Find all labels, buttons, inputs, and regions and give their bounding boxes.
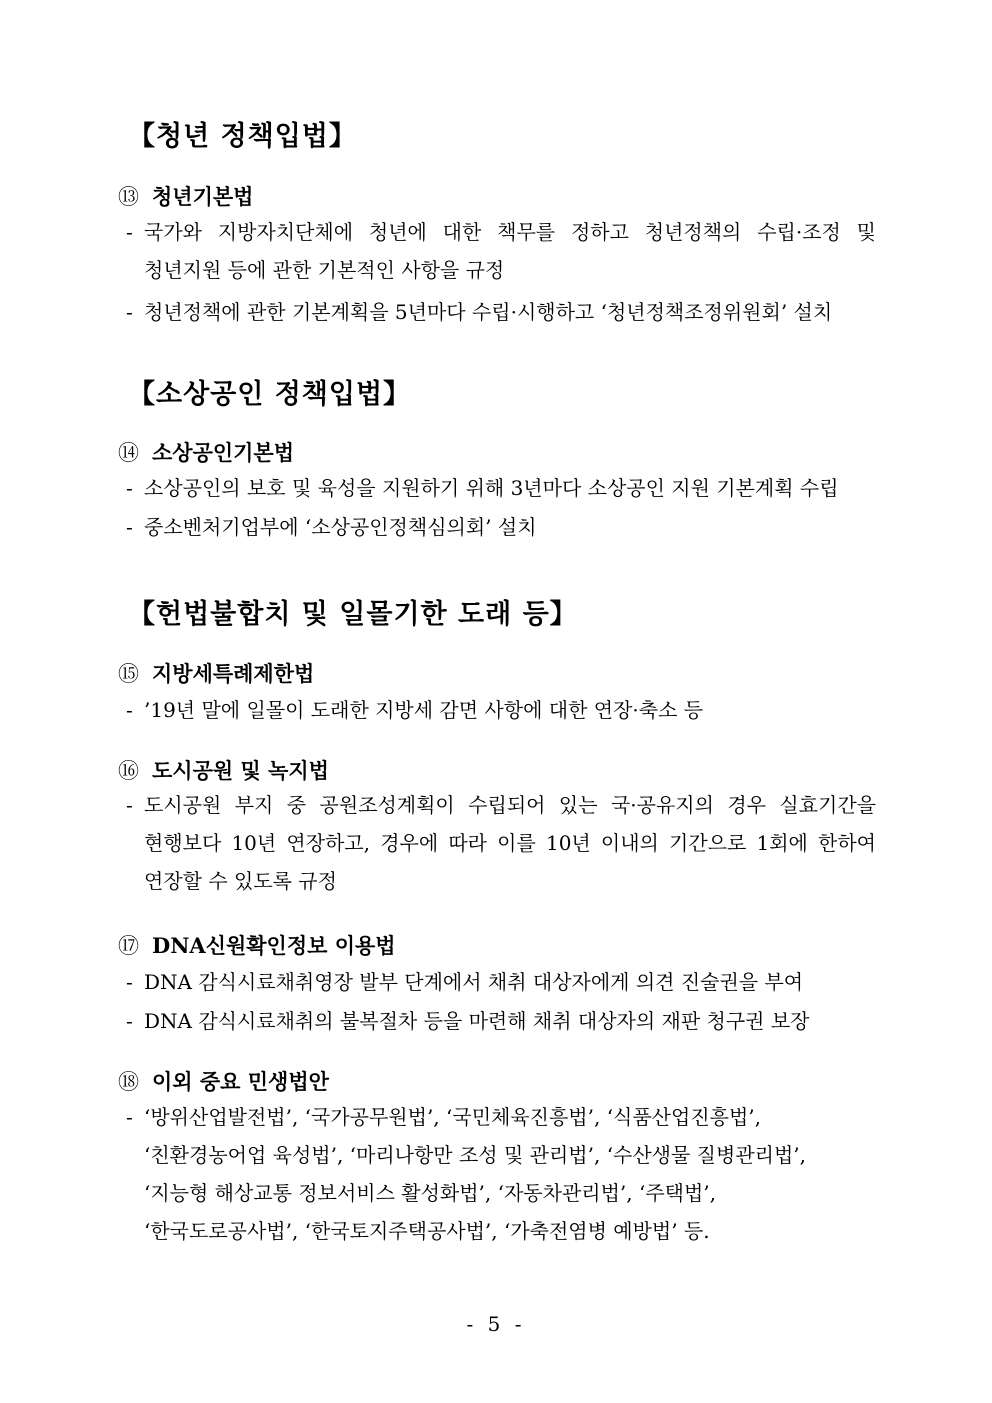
bullet-text	[126, 508, 876, 546]
bullet-text	[126, 469, 876, 507]
bullet-item	[126, 1098, 876, 1250]
section-title-youth-policy: 【청년 정책입법】	[128, 121, 357, 152]
bullet-line: 현행보다 10년 연장하고, 경우에 따라 이를 10년 이내의 기간으로 1회에 한하여	[144, 831, 876, 855]
item-number: ⑮	[118, 662, 139, 686]
item-title-text: 이외 중요 민생법안	[152, 1069, 329, 1094]
bullet-item	[126, 469, 876, 507]
bullet-dash: -	[126, 970, 133, 994]
bullet-item	[126, 786, 876, 900]
bullet-line: DNA 감식시료채취영장 발부 단계에서 채취 대상자에게 의견 진술권을 부여	[144, 970, 804, 994]
section-title-unconstitutional-sunset: 【헌법불합치 및 일몰기한 도래 등】	[128, 599, 578, 630]
item-title-text: DNA신원확인정보 이용법	[152, 933, 396, 958]
bullet-text	[126, 963, 876, 1001]
item-title-text: 도시공원 및 녹지법	[152, 758, 329, 783]
item-title-local-tax-act	[118, 658, 314, 688]
item-number: ⑬	[118, 185, 139, 209]
bullet-line: ‘지능형 해상교통 정보서비스 활성화법’, ‘자동차관리법’, ‘주택법’,	[144, 1181, 717, 1205]
page-number: - 5 -	[466, 1312, 526, 1336]
bullet-item	[126, 293, 876, 331]
bullet-line: DNA 감식시료채취의 불복절차 등을 마련해 채취 대상자의 재판 청구권 보장	[144, 1009, 810, 1033]
bullet-dash: -	[126, 300, 133, 324]
bullet-dash: -	[126, 1105, 133, 1129]
bullet-dash: -	[126, 515, 133, 539]
bullet-text	[126, 213, 876, 289]
bullet-dash: -	[126, 220, 133, 244]
bullet-item	[126, 508, 876, 546]
bullet-line: 도시공원 부지 중 공원조성계획이 수립되어 있는 국·공유지의 경우 실효기간을	[144, 793, 876, 817]
bullet-line: 중소벤처기업부에 ‘소상공인정책심의회’ 설치	[144, 515, 537, 539]
item-title-text: 청년기본법	[152, 184, 254, 209]
item-title-small-business-act	[118, 437, 294, 467]
item-title-other-bills	[118, 1066, 329, 1096]
bullet-line: 청년정책에 관한 기본계획을 5년마다 수립·시행하고 ‘청년정책조정위원회’ 설치	[144, 300, 833, 324]
item-number: ⑰	[118, 934, 139, 958]
bullet-line: ‘한국도로공사법’, ‘한국토지주택공사법’, ‘가축전염병 예방법’ 등.	[144, 1219, 710, 1243]
bullet-text	[126, 786, 876, 900]
bullet-dash: -	[126, 793, 133, 817]
section-title-small-business-policy: 【소상공인 정책입법】	[128, 379, 412, 410]
bullet-item	[126, 1002, 876, 1040]
item-title-youth-basic-act	[118, 181, 253, 211]
bullet-dash: -	[126, 1009, 133, 1033]
item-number: ⑱	[118, 1070, 139, 1094]
bullet-item	[126, 691, 876, 729]
bullet-line: ‘방위산업발전법’, ‘국가공무원법’, ‘국민체육진흥법’, ‘식품산업진흥법’,	[144, 1105, 762, 1129]
bullet-line: 연장할 수 있도록 규정	[144, 869, 337, 893]
bullet-text	[126, 691, 876, 729]
item-title-text: 소상공인기본법	[152, 440, 295, 465]
bullet-text	[126, 293, 876, 331]
item-title-urban-park-act	[118, 755, 329, 785]
item-number: ⑯	[118, 759, 139, 783]
bullet-item	[126, 963, 876, 1001]
item-title-text: 지방세특례제한법	[152, 661, 315, 686]
bullet-line: 국가와 지방자치단체에 청년에 대한 책무를 정하고 청년정책의 수립·조정 및	[144, 220, 876, 244]
bullet-dash: -	[126, 476, 133, 500]
bullet-line: 소상공인의 보호 및 육성을 지원하기 위해 3년마다 소상공인 지원 기본계획 수립	[144, 476, 839, 500]
bullet-item	[126, 213, 876, 289]
bullet-text	[126, 1002, 876, 1040]
item-number: ⑭	[118, 441, 139, 465]
bullet-line: 청년지원 등에 관한 기본적인 사항을 규정	[144, 258, 505, 282]
item-title-dna-act	[118, 930, 396, 960]
bullet-dash: -	[126, 698, 133, 722]
bullet-line: ’19년 말에 일몰이 도래한 지방세 감면 사항에 대한 연장·축소 등	[144, 698, 704, 722]
bullet-text	[126, 1098, 876, 1250]
bullet-line: ‘친환경농어업 육성법’, ‘마리나항만 조성 및 관리법’, ‘수산생물 질병관리법’,	[144, 1143, 806, 1167]
